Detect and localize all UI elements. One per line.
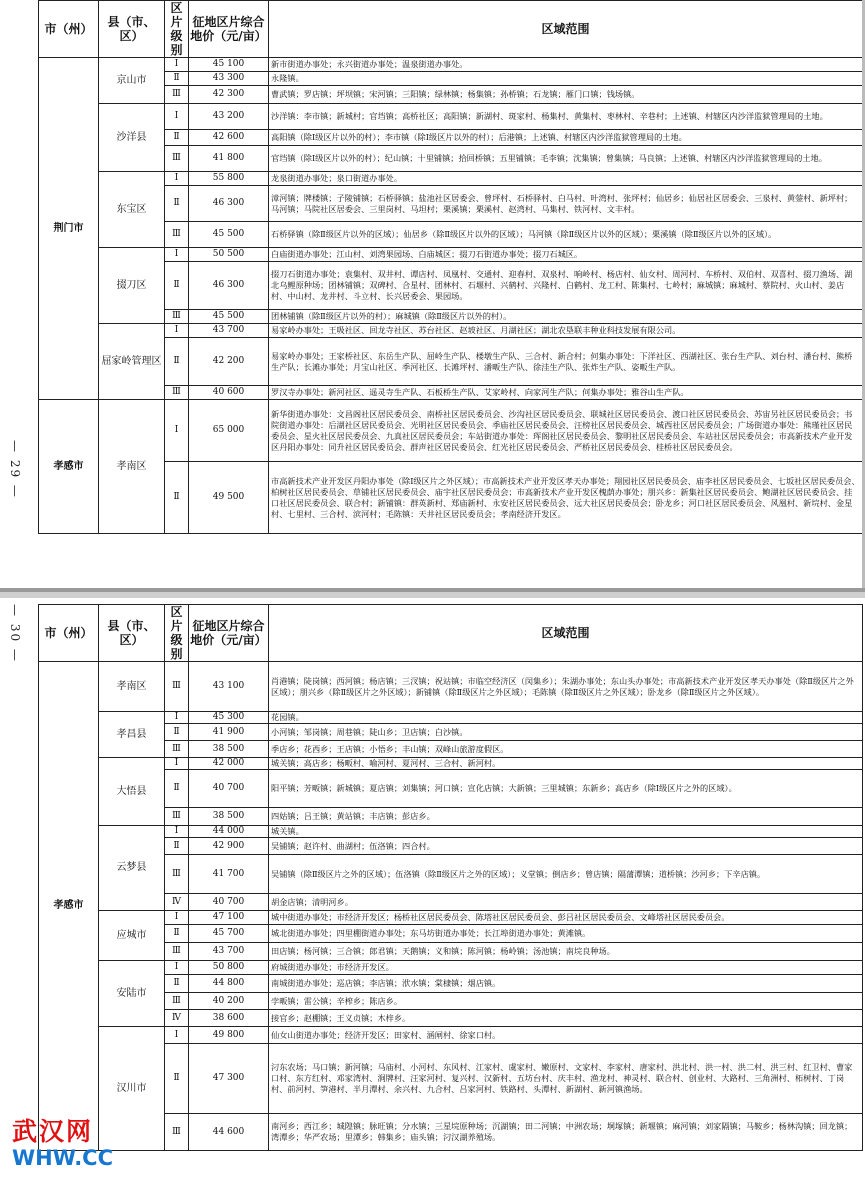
- area-cell: 阳平镇；芳畈镇；新城镇；夏店镇；刘集镇；河口镇；宣化店镇；大新镇；三里城镇；东新乡；高店乡（除Ⅰ级区片之外的区域）。: [269, 770, 863, 808]
- price-cell: 55 800: [189, 172, 269, 186]
- area-cell: 城北街道办事处；四里棚街道办事处；东马坊街道办事处；长江埠街道办事处；黄滩镇。: [269, 925, 863, 943]
- county-cell: 孝南区: [99, 662, 165, 712]
- level-cell: Ⅳ: [165, 1010, 189, 1027]
- area-cell: 田店镇；杨河镇；三合镇；郎君镇；天鹅镇；义和镇；陈河镇；杨岭镇；汤池镇；南垸良种场。: [269, 943, 863, 961]
- table-body: [39, 662, 863, 1151]
- level-cell: Ⅲ: [165, 855, 189, 894]
- area-cell: 易家岭办事处；王家桥社区、东岳生产队、屈岭生产队、楼墩生产队、三合村、新合村；何集办事处：下洋社区、西湖社区、张台生产队、刘台村、潘台村、熊桥生产队；长滩办事处；月宝山社区、季河社区、长滩坪村、潘畈生产队、徐洼生产队、张炸生产队、姿畈生产队。: [269, 338, 863, 386]
- level-cell: Ⅲ: [165, 741, 189, 758]
- price-cell: 42 200: [189, 338, 269, 386]
- area-cell: 花园镇。: [269, 712, 863, 724]
- page-number: — 30 —: [8, 604, 22, 663]
- area-cell: 城关镇。: [269, 826, 863, 838]
- area-cell: 胡金店镇；清明河乡。: [269, 894, 863, 911]
- level-cell: Ⅲ: [165, 310, 189, 324]
- level-cell: Ⅰ: [165, 104, 189, 130]
- site-watermark-logo: [12, 1118, 113, 1170]
- table-row: [39, 172, 863, 186]
- county-cell: 沙洋县: [99, 104, 165, 172]
- area-cell: 漳河镇；牌楼镇；子陵铺镇；石桥驿镇；盐池社区居委会、曾坪村、石桥驿村、白马村、叶湾村、张坪村；仙居乡；仙居社区居委会、三泉村、黄蓥村、新坪村；马河镇；马院社区居委会、三里岗村、马坦村；栗溪镇；栗溪村、赵湾村、马集村、铁河村、文丰村。: [269, 186, 863, 222]
- price-cell: 38 600: [189, 1010, 269, 1027]
- price-cell: 46 300: [189, 262, 269, 310]
- price-cell: 49 800: [189, 1027, 269, 1044]
- price-cell: 43 100: [189, 662, 269, 712]
- area-cell: 四姑镇；吕王镇；黄站镇；丰店镇；彭店乡。: [269, 808, 863, 826]
- area-cell: 城关镇；高店乡；杨畈村、喻河村、夏河村、三合村、新河村。: [269, 758, 863, 770]
- level-cell: Ⅰ: [165, 172, 189, 186]
- city-cell: 孝感市: [39, 662, 99, 1151]
- level-cell: Ⅱ: [165, 975, 189, 993]
- level-cell: Ⅱ: [165, 770, 189, 808]
- price-cell: 46 300: [189, 186, 269, 222]
- price-cell: 38 500: [189, 808, 269, 826]
- area-cell: 小河镇；邹岗镇；周巷镇；陡山乡；卫店镇；白沙镇。: [269, 724, 863, 741]
- table-row: [39, 712, 863, 724]
- price-cell: 43 700: [189, 324, 269, 338]
- table-row: [39, 58, 863, 72]
- county-cell: 大悟县: [99, 758, 165, 826]
- area-cell: 团林铺镇（除Ⅱ级区片以外的村）；麻城镇（除Ⅱ级区片以外的村）。: [269, 310, 863, 324]
- area-cell: 仙女山街道办事处；经济开发区；田家村、涵闸村、徐家口村。: [269, 1027, 863, 1044]
- price-cell: 38 500: [189, 741, 269, 758]
- table-row: [39, 400, 863, 462]
- price-cell: 45 500: [189, 310, 269, 324]
- area-cell: 接官乡；赵棚镇；王义贞镇；木梓乡。: [269, 1010, 863, 1027]
- area-cell: 罗汉寺办事处；新河社区、遥灵寺生产队、石板桥生产队、艾家岭村、向家河生产队；何集办事处；雅谷山生产队。: [269, 386, 863, 400]
- area-cell: 易家岭办事处；王吸社区、回龙寺社区、苏台社区、赵坡社区、月湖社区；湖北农垦联丰种业科技发展有限公司。: [269, 324, 863, 338]
- county-cell: 汉川市: [99, 1027, 165, 1151]
- header-area: 区域范围: [269, 1, 863, 58]
- county-cell: 孝昌县: [99, 712, 165, 758]
- header-county: 县（市、区）: [99, 605, 165, 662]
- city-cell: 荆门市: [39, 58, 99, 400]
- level-cell: Ⅰ: [165, 712, 189, 724]
- table-row: [39, 826, 863, 838]
- price-cell: 50 500: [189, 248, 269, 262]
- table-row: [39, 1027, 863, 1044]
- level-cell: Ⅱ: [165, 724, 189, 741]
- level-cell: Ⅱ: [165, 130, 189, 146]
- county-cell: 应城市: [99, 911, 165, 961]
- watermark-text: 武汉网: [12, 1117, 94, 1146]
- level-cell: Ⅰ: [165, 911, 189, 925]
- price-cell: 42 300: [189, 86, 269, 104]
- level-cell: Ⅰ: [165, 400, 189, 462]
- price-cell: 42 000: [189, 758, 269, 770]
- area-cell: 府城街道办事处；市经济开发区。: [269, 961, 863, 975]
- level-cell: Ⅲ: [165, 146, 189, 172]
- level-cell: Ⅱ: [165, 72, 189, 86]
- page-number: — 29 —: [8, 440, 22, 499]
- level-cell: Ⅰ: [165, 248, 189, 262]
- table-row: [39, 961, 863, 975]
- level-cell: Ⅰ: [165, 324, 189, 338]
- level-cell: Ⅰ: [165, 758, 189, 770]
- county-cell: 京山市: [99, 58, 165, 104]
- county-cell: 安陆市: [99, 961, 165, 1027]
- page-divider: [0, 588, 865, 598]
- area-cell: 汈东农场；马口镇；新河镇；马庙村、小河村、东风村、江家村、虞家村、嫩原村、文家村、李家村、唐家村、洪北村、洪一村、洪二村、洪三村、红卫村、曹家口村、东方红村、邓家湾村、涧牌村、汪家河村、复兴村、汉新村、五坊台村、庆丰村、渔龙村、神灵村、联合村、创业村、大路村、三角洲村、柘树村、丁岗村、前河村、笋港村、半月潭村、余兴村、九合村、吕家河村、铁路村、头潭村、新湖村、新河镇渔场。: [269, 1044, 863, 1114]
- price-cell: 42 600: [189, 130, 269, 146]
- header-city: 市（州）: [39, 1, 99, 58]
- area-cell: 沙洋镇：李市镇；新城村；官垱镇；高桥社区；高阳镇；新湖村、斑家村、杨集村、黄集村、枣林村、辛巷村；上述镇、村辖区内沙洋监狱管理局的土地。: [269, 104, 863, 130]
- city-cell: 孝感市: [39, 400, 99, 534]
- price-cell: 43 300: [189, 72, 269, 86]
- level-cell: Ⅱ: [165, 925, 189, 943]
- level-cell: Ⅲ: [165, 808, 189, 826]
- price-cell: 41 700: [189, 855, 269, 894]
- area-cell: 高阳镇（除Ⅰ级区片以外的村）；李市镇（除Ⅰ级区片以外的村）；后港镇；上述镇、村辖区内沙洋监狱管理局的土地。: [269, 130, 863, 146]
- level-cell: Ⅰ: [165, 1027, 189, 1044]
- level-cell: Ⅲ: [165, 993, 189, 1010]
- land-price-table: [38, 0, 863, 534]
- county-cell: 东宝区: [99, 172, 165, 248]
- level-cell: Ⅱ: [165, 1044, 189, 1114]
- table-body: [39, 58, 863, 534]
- header-city: 市（州）: [39, 605, 99, 662]
- price-cell: 44 000: [189, 826, 269, 838]
- area-cell: 城中街道办事处；市经济开发区；杨桥社区居民委员会、陈塔社区居民委员会、彭吕社区居民委员会、文峰塔社区居民委员会。: [269, 911, 863, 925]
- county-cell: 孝南区: [99, 400, 165, 534]
- table-row: [39, 248, 863, 262]
- price-cell: 43 200: [189, 104, 269, 130]
- header-level: 区片级别: [165, 1, 189, 58]
- header-price: 征地区片综合地价（元/亩）: [189, 605, 269, 662]
- price-cell: 49 500: [189, 462, 269, 534]
- land-price-table-page-30: [38, 604, 862, 1151]
- area-cell: 官垱镇（除Ⅰ级区片以外的村）；纪山镇；十里铺镇；拾回桥镇；五里铺镇；毛李镇；沈集镇；曾集镇；马良镇；上述镇、村辖区内沙洋监狱管理局的土地。: [269, 146, 863, 172]
- land-price-table: [38, 604, 863, 1151]
- area-cell: 南河乡；西江乡；城隍镇；脉旺镇；分水镇；三星垸原种场；沉湖镇；田二河镇；中洲农场；垌塚镇；新堰镇；麻河镇；刘家隔镇；马鞍乡；杨林沟镇；回龙镇；湾潭乡；华严农场；里潭乡；韩集乡；庙头镇；汈汉湖养殖场。: [269, 1114, 863, 1151]
- area-cell: 掇刀石街道办事处；袁集村、双井村、谭店村、凤凰村、交通村、迎春村、双泉村、响岭村、杨店村、仙女村、周河村、车桥村、双伯村、双喜村、掇刀渔场、湖北乌鲤原种场；团林铺镇；双碑村、合星村、团林村、石堰村、兴鹤村、兴隆村、白鹤村、龙工村、陈集村、七岭村；麻城镇；麻城村、蔡院村、火山村、姜店村、中山村、龙井村、斗立村、长兴居委会、果园场。: [269, 262, 863, 310]
- area-cell: 新市街道办事处；永兴街道办事处；温泉街道办事处。: [269, 58, 863, 72]
- area-cell: 吴铺镇（除Ⅱ级区片之外的区域）；伍洛镇（除Ⅱ级区片之外的区域）；义堂镇；倒店乡；曾店镇；隔蒲潭镇；道桥镇；沙河乡；下辛店镇。: [269, 855, 863, 894]
- level-cell: Ⅲ: [165, 386, 189, 400]
- table-header-row: [39, 605, 863, 662]
- area-cell: 新华街道办事处：文昌阁社区居民委员会、南桥社区居民委员会、沙沟社区居民委员会、联城社区居民委员会、渡口社区居民委员会、苏宙另社区居民委员会；书院街道办事处：后湖社区居民委员会、光明社区居民委员会、季庙社区居民委员会、汪榜社区居民委员会、城西社区居民委员会；广场街道办事处：熊瑾社区居民委员会、星火社区居民委员会、九真社区居民委员会；车站街道办事处：珲阁社区居民委员会、黎明社区居民委员会、车站社区居民委员会；市高新技术产业开发区丹阳办事处：同升社区居民委员会、群声社区居民委员会、红光社区居民委员会、严桥社区居民委员会、桂桥社区居民委员会。: [269, 400, 863, 462]
- area-cell: 吴铺镇；赵许村、曲湖村；伍洛镇；四合村。: [269, 838, 863, 855]
- price-cell: 47 300: [189, 1044, 269, 1114]
- watermark-url: WHW.CC: [12, 1146, 113, 1170]
- header-price: 征地区片综合地价（元/亩）: [189, 1, 269, 58]
- area-cell: 曹武镇；罗店镇；坪坝镇；宋河镇；三阳镇；绿林镇；杨集镇；孙桥镇；石龙镇；雁门口镇；钱场镇。: [269, 86, 863, 104]
- price-cell: 50 800: [189, 961, 269, 975]
- table-row: [39, 911, 863, 925]
- price-cell: 45 100: [189, 58, 269, 72]
- price-cell: 41 900: [189, 724, 269, 741]
- price-cell: 43 700: [189, 943, 269, 961]
- area-cell: 南城街道办事处；巡店镇；李店镇；洑水镇；棠棣镇；烟店镇。: [269, 975, 863, 993]
- price-cell: 40 700: [189, 770, 269, 808]
- table-row: [39, 662, 863, 712]
- table-header-row: [39, 1, 863, 58]
- price-cell: 40 200: [189, 993, 269, 1010]
- level-cell: Ⅲ: [165, 1114, 189, 1151]
- price-cell: 40 700: [189, 894, 269, 911]
- price-cell: 65 000: [189, 400, 269, 462]
- land-price-table-page-29: [38, 0, 862, 534]
- level-cell: Ⅱ: [165, 338, 189, 386]
- header-area: 区域范围: [269, 605, 863, 662]
- header-level: 区片级别: [165, 605, 189, 662]
- level-cell: Ⅱ: [165, 462, 189, 534]
- price-cell: 41 800: [189, 146, 269, 172]
- price-cell: 47 100: [189, 911, 269, 925]
- area-cell: 白庙街道办事处；江山村、刘湾果园场、白庙城区；掇刀石街道办事处；掇刀石城区。: [269, 248, 863, 262]
- price-cell: 45 300: [189, 712, 269, 724]
- price-cell: 44 800: [189, 975, 269, 993]
- level-cell: Ⅱ: [165, 838, 189, 855]
- level-cell: Ⅲ: [165, 222, 189, 248]
- county-cell: 云梦县: [99, 826, 165, 911]
- level-cell: Ⅱ: [165, 262, 189, 310]
- price-cell: 44 600: [189, 1114, 269, 1151]
- price-cell: 40 600: [189, 386, 269, 400]
- county-cell: 屈家岭管理区: [99, 324, 165, 400]
- level-cell: Ⅲ: [165, 943, 189, 961]
- area-cell: 市高新技术产业开发区丹阳办事处（除Ⅰ级区片之外区域）；市高新技术产业开发区孝天办事处；翔园社区居民委员会、庙李社区居民委员会、七坂社区居民委员会、柏树社区居民委员会、草铺社区居民委员会、庙宇社区居民委员会；市高新技术产业开发区槐荫办事处；朋兴乡：新集社区居民委员会、鲍湖社区居民委员会、挂口社区居民委员会、联合村；新铺镇：群英新村、郑庙新村、永安社区居民委员会、远大社区居民委员会；卧龙乡；河口社区居民委员会、风凰村、新垸村、金星村、七里村、三合村、滨河村；毛陈镇：天井社区居民委员会；孝南经济开发区。: [269, 462, 863, 534]
- level-cell: Ⅲ: [165, 86, 189, 104]
- area-cell: 孛畈镇；雷公镇；辛榨乡；陈店乡。: [269, 993, 863, 1010]
- level-cell: Ⅲ: [165, 662, 189, 712]
- table-row: [39, 324, 863, 338]
- area-cell: 肖港镇；陡岗镇；西河镇；杨店镇；三汊镇；祝站镇；市临空经济区（闵集乡）；朱湖办事处；东山头办事处；市高新技术产业开发区孝天办事处（除Ⅱ级区片之外区域）；朋兴乡（除Ⅱ级区片之外区域）；新铺镇（除Ⅱ级区片之外区域）；毛陈镇（除Ⅱ级区片之外区域）；卧龙乡（除Ⅱ级区片之外区域）。: [269, 662, 863, 712]
- level-cell: Ⅰ: [165, 826, 189, 838]
- header-county: 县（市、区）: [99, 1, 165, 58]
- level-cell: Ⅱ: [165, 186, 189, 222]
- price-cell: 45 700: [189, 925, 269, 943]
- area-cell: 永隆镇。: [269, 72, 863, 86]
- level-cell: Ⅳ: [165, 894, 189, 911]
- county-cell: 掇刀区: [99, 248, 165, 324]
- table-row: [39, 104, 863, 130]
- area-cell: 石桥驿镇（除Ⅱ级区片以外的区域）；仙居乡（除Ⅱ级区片以外的区域）；马河镇（除Ⅱ级区片以外的区域）；栗溪镇（除Ⅱ级区片以外的区域）。: [269, 222, 863, 248]
- price-cell: 45 500: [189, 222, 269, 248]
- level-cell: Ⅰ: [165, 58, 189, 72]
- level-cell: Ⅰ: [165, 961, 189, 975]
- table-row: [39, 758, 863, 770]
- area-cell: 季店乡；花西乡；王店镇；小悟乡；丰山镇；双峰山旅游度假区。: [269, 741, 863, 758]
- area-cell: 龙泉街道办事处；泉口街道办事处。: [269, 172, 863, 186]
- price-cell: 42 900: [189, 838, 269, 855]
